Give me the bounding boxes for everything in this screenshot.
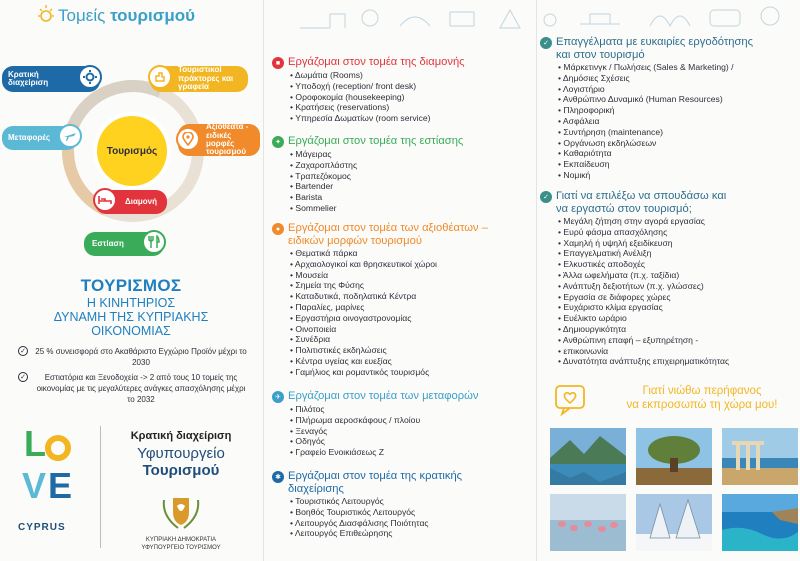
section-title-line-2: να εργαστώ στον τουρισμό; bbox=[556, 202, 692, 215]
tourism-sectors-diagram bbox=[0, 58, 262, 268]
location-pin-icon bbox=[176, 127, 200, 151]
headline-line-2: Η ΚΙΝΗΤΗΡΙΟΣ bbox=[86, 296, 176, 310]
list-item: • Ανθρώπινο Δυναμικό (Human Resources) bbox=[558, 94, 798, 105]
job-list bbox=[290, 149, 534, 214]
sector-agents-label: Τουριστικοί πράκτορες και γραφεία bbox=[178, 65, 234, 92]
plane-icon: ✈ bbox=[272, 391, 284, 403]
gear-icon bbox=[78, 65, 102, 89]
sector-agents bbox=[150, 66, 248, 92]
sector-transport-label: Μεταφορές bbox=[8, 132, 51, 142]
section-title bbox=[288, 222, 488, 247]
photo-flamingos bbox=[550, 494, 626, 551]
list-item: • Bartender bbox=[290, 181, 534, 192]
bed-icon bbox=[93, 188, 117, 212]
crest-caption-1: ΚΥΠΡΙΑΚΗ ΔΗΜΟΚΡΑΤΙΑ bbox=[145, 537, 217, 543]
list-item: • Ανθρώπινη επαφή – εξυπηρέτηση - bbox=[558, 335, 798, 346]
list-item: • Ευχάριστο κλίμα εργασίας bbox=[558, 302, 798, 313]
list-item: • Μουσεία bbox=[290, 270, 534, 281]
list-item: • Πληροφορική bbox=[558, 105, 798, 116]
list-item: • Οδηγός bbox=[290, 436, 534, 447]
list-item: • Γαμήλιος και ρομαντικός τουρισμός bbox=[290, 367, 534, 378]
list-item: • Ζαχαροπλάστης bbox=[290, 160, 534, 171]
headline bbox=[0, 276, 262, 338]
list-item: • Καταδυτικά, ποδηλατικά Κέντρα bbox=[290, 291, 534, 302]
list-item: • Ελκυστικές αποδοχές bbox=[558, 259, 798, 270]
svg-text:L: L bbox=[24, 423, 46, 464]
logo-divider bbox=[100, 426, 101, 548]
list-item: • Νομική bbox=[558, 170, 798, 181]
ministry-line-2: Υφυπουργείο bbox=[137, 445, 225, 462]
sector-attractions bbox=[178, 124, 260, 156]
sector-accommodation-label: Διαμονή bbox=[125, 196, 158, 206]
sector-admin bbox=[2, 66, 100, 92]
section-title-line-1: Επαγγέλματα με ευκαιρίες εργοδότησης bbox=[556, 36, 754, 48]
list-item: • Κρατήσεις (reservations) bbox=[290, 102, 534, 113]
list-item: • Sommelier bbox=[290, 203, 534, 214]
list-item: • Δημόσιες Σχέσεις bbox=[558, 73, 798, 84]
fold-line bbox=[536, 0, 537, 561]
center-bubble: Τουρισμός bbox=[97, 116, 167, 186]
list-item: • Σημεία της Φύσης bbox=[290, 280, 534, 291]
reason-list bbox=[558, 216, 798, 367]
sector-admin-label: Κρατική διαχείριση bbox=[8, 69, 49, 87]
section-title-line-1: Εργάζομαι στον τομέα των αξιοθέατων – bbox=[288, 222, 488, 234]
title-bold: τουρισμού bbox=[110, 6, 196, 25]
photo-grid bbox=[550, 428, 798, 556]
cutlery-icon bbox=[142, 230, 166, 254]
photo-lake-mountains bbox=[550, 428, 626, 485]
headline-main: ΤΟΥΡΙΣΜΟΣ bbox=[80, 276, 182, 295]
proud-text bbox=[604, 384, 800, 412]
list-item: • Συνέδρια bbox=[290, 334, 534, 345]
list-item: • Ευρύ φάσμα απασχόλησης bbox=[558, 227, 798, 238]
headline-line-3: ΔΥΝΑΜΗ ΤΗΣ ΚΥΠΡΙΑΚΗΣ bbox=[53, 310, 209, 324]
list-item: • Ξεναγός bbox=[290, 426, 534, 437]
list-item: • Οινοποιεία bbox=[290, 324, 534, 335]
proud-callout bbox=[548, 380, 798, 420]
left-panel bbox=[0, 0, 262, 561]
section-attractions bbox=[272, 222, 534, 378]
sector-transport bbox=[2, 126, 78, 150]
list-item: • Καθαριότητα bbox=[558, 148, 798, 159]
list-item: • Δωμάτια (Rooms) bbox=[290, 70, 534, 81]
list-item: • Πολιτιστικές εκδηλώσεις bbox=[290, 345, 534, 356]
section-title-line-1: Εργάζομαι στον τομέα της κρατικής bbox=[288, 470, 463, 482]
list-item: • Γραφείο Ενοικιάσεως Ζ bbox=[290, 447, 534, 458]
svg-text:E: E bbox=[48, 465, 73, 506]
list-item: • Οροφοκομία (housekeeping) bbox=[290, 92, 534, 103]
heart-icon bbox=[554, 384, 586, 416]
list-item: • Υπηρεσία Δωματίων (room service) bbox=[290, 113, 534, 124]
section-title bbox=[288, 470, 462, 495]
list-item: • Ευέλικτο ωράριο bbox=[558, 313, 798, 324]
cutlery-icon: ✦ bbox=[272, 136, 284, 148]
check-icon: ✓ bbox=[18, 372, 28, 382]
section-title: Εργάζομαι στον τομέα της εστίασης bbox=[288, 135, 464, 147]
list-item: • Κέντρα υγείας και ευεξίας bbox=[290, 356, 534, 367]
job-list bbox=[290, 248, 534, 378]
headline-line-4: ΟΙΚΟΝΟΜΙΑΣ bbox=[91, 324, 171, 338]
sun-icon bbox=[36, 4, 56, 24]
ministry-line-3: Τουρισμού bbox=[142, 462, 220, 479]
crest-caption-2: ΥΦΥΠΟΥΡΓΕΙΟ ΤΟΥΡΙΣΜΟΥ bbox=[141, 545, 221, 551]
list-item: • Οργάνωση εκδηλώσεων bbox=[558, 138, 798, 149]
section-title: Εργάζομαι στον τομέα των μεταφορών bbox=[288, 390, 479, 402]
job-list bbox=[290, 496, 534, 539]
page-title bbox=[58, 6, 195, 26]
section-title: Εργάζομαι στον τομέα της διαμονής bbox=[288, 56, 465, 68]
ministry-line-1: Κρατική διαχείριση bbox=[130, 430, 232, 442]
fact-gdp bbox=[18, 346, 248, 368]
check-icon: ✓ bbox=[18, 346, 28, 356]
proud-line-1: Γιατί νιώθω περήφανος bbox=[642, 385, 762, 397]
photo-sea-coast bbox=[722, 494, 798, 551]
list-item: • Άλλα ωφελήματα (π.χ. ταξίδια) bbox=[558, 270, 798, 281]
job-list bbox=[558, 62, 798, 181]
list-item: • Θεματικά πάρκα bbox=[290, 248, 534, 259]
sector-catering bbox=[84, 232, 164, 256]
section-accommodation bbox=[272, 56, 534, 124]
sector-catering-label: Εστίαση bbox=[92, 238, 124, 248]
list-item: • Ασφάλεια bbox=[558, 116, 798, 127]
list-item: • Barista bbox=[290, 192, 534, 203]
list-item: • Υποδοχή (reception/ front desk) bbox=[290, 81, 534, 92]
list-item: • Πιλότος bbox=[290, 404, 534, 415]
list-item: • επικοινωνία bbox=[558, 346, 798, 357]
section-title-line-2: ειδικών μορφών τουρισμού bbox=[288, 234, 422, 247]
list-item: • Λειτουργός Επιθεώρησης bbox=[290, 528, 534, 539]
list-item: • Αρχαιολογικοί και θρησκευτικοί χώροι bbox=[290, 259, 534, 270]
list-item: • Λειτουργός Διασφάλισης Ποιότητας bbox=[290, 518, 534, 529]
list-item: • Εργαστήρια οινογαστρονομίας bbox=[290, 313, 534, 324]
proud-line-2: να εκπροσωπώ τη χώρα μου! bbox=[626, 399, 778, 411]
list-item: • Μεγάλη ζήτηση στην αγορά εργασίας bbox=[558, 216, 798, 227]
list-item: • Παραλίες, μαρίνες bbox=[290, 302, 534, 313]
section-title-line-2: διαχείρισης bbox=[288, 482, 344, 495]
check-icon: ✓ bbox=[540, 191, 552, 203]
list-item: • Βοηθός Τουριστικός Λειτουργός bbox=[290, 507, 534, 518]
section-title-line-2: και στον τουρισμό bbox=[556, 48, 645, 61]
fact-gdp-text: 25 % συνεισφορά στο Ακαθάριστο Εγχώριο Προϊόν μέχρι το 2030 bbox=[35, 347, 247, 367]
gear-icon: ✱ bbox=[272, 471, 284, 483]
section-why-tourism bbox=[540, 190, 798, 367]
job-list bbox=[290, 404, 534, 458]
title-plain: Τομείς bbox=[58, 6, 106, 25]
list-item: • Τουριστικός Λειτουργός bbox=[290, 496, 534, 507]
list-item: • Εκπαίδευση bbox=[558, 159, 798, 170]
job-list bbox=[290, 70, 534, 124]
photo-ancient-ruins bbox=[722, 428, 798, 485]
bed-icon: ■ bbox=[272, 57, 284, 69]
photo-olive-tree bbox=[636, 428, 712, 485]
list-item: • Δημιουργικότητα bbox=[558, 324, 798, 335]
section-title bbox=[556, 190, 726, 215]
list-item: • Τραπεζόκομος bbox=[290, 171, 534, 182]
svg-text:V: V bbox=[22, 465, 47, 506]
list-item: • Μάρκετινγκ / Πωλήσεις (Sales & Marketing) / bbox=[558, 62, 798, 73]
photo-snowy-trees bbox=[636, 494, 712, 551]
list-item: • Ανάπτυξη δεξιοτήτων (π.χ. γλώσσες) bbox=[558, 281, 798, 292]
section-admin bbox=[272, 470, 534, 539]
list-item: • Συντήρηση (maintenance) bbox=[558, 127, 798, 138]
logo-word: CYPRUS bbox=[18, 522, 66, 533]
section-other-jobs bbox=[540, 36, 798, 181]
sector-attractions-label: Αξιοθέατα - ειδικές μορφές τουρισμού bbox=[206, 122, 249, 157]
love-cyprus-logo bbox=[18, 420, 78, 540]
middle-panel bbox=[264, 0, 536, 561]
list-item: • Μάγειρας bbox=[290, 149, 534, 160]
sector-accommodation bbox=[95, 190, 167, 214]
right-panel bbox=[540, 0, 800, 561]
check-icon: ✓ bbox=[540, 37, 552, 49]
location-pin-icon: ● bbox=[272, 223, 284, 235]
plane-icon bbox=[58, 124, 82, 148]
section-title bbox=[556, 36, 753, 61]
list-item: • Χαμηλή ή υψηλή εξειδίκευση bbox=[558, 238, 798, 249]
coat-of-arms-icon bbox=[158, 492, 204, 532]
list-item: • Εργασία σε διάφορες χώρες bbox=[558, 292, 798, 303]
list-item: • Επαγγελματική Ανέλιξη bbox=[558, 248, 798, 259]
hand-icon bbox=[148, 65, 172, 89]
fact-employment bbox=[18, 372, 248, 405]
ministry-block bbox=[106, 430, 256, 479]
crest-caption bbox=[106, 536, 256, 552]
list-item: • Δυνατότητα ανάπτυξης επιχειρηματικότητας bbox=[558, 356, 798, 367]
list-item: • Πλήρωμα αεροσκάφους / πλοίου bbox=[290, 415, 534, 426]
section-catering bbox=[272, 135, 534, 214]
list-item: • Λογιστήριο bbox=[558, 84, 798, 95]
fact-employment-text: Εστιατόρια και Ξενοδοχεία -> 2 από τους 10 τομείς της οικονομίας με τις μεγαλύτερες ανάγκες απασχόλησης μέχρι το 2032 bbox=[36, 373, 246, 404]
logo-area bbox=[18, 420, 258, 560]
section-transport bbox=[272, 390, 534, 458]
section-title-line-1: Γιατί να επιλέξω να σπουδάσω και bbox=[556, 190, 727, 202]
